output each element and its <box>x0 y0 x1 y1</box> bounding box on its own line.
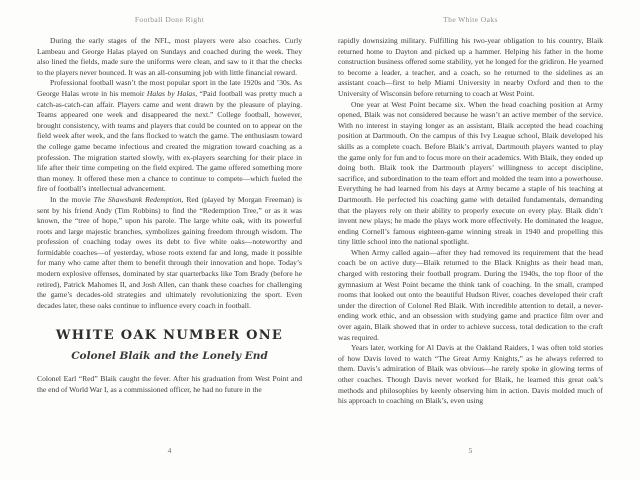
book-title-italic: Halas by Halas <box>146 88 196 98</box>
paragraph-text: Professional football wasn’t the most popular sport in the late 1920s and ’30s. As George Halas wrote in his memoir <box>37 78 302 98</box>
chapter-subtitle: Colonel Blaik and the Lonely End <box>71 350 268 363</box>
paragraph-text: , Red (played by Morgan Freeman) is sent by his friend Andy (Tim Robbins) to find the “Redemption Tree,” or as it was known, the “tree of hope,” upon his parole. The large white oak, with its powerful roots and large majestic branches, symbolizes gaining freedom through wisdom. The profession of coaching today owes its debt to five white oaks—noteworthy and formidable coaches—of yesterday, whose roots extend far and long, made it possible for many who came after them to benefit through their innovation and hope. Today’s modern explosive offenses, dominated by star quarterbacks like Tom Brady (before he retired), Patrick Mahomes II, and Josh Allen, can thank these coaches for challenging the game’s decades-old strategies and ultimately revolutionizing the sport. Even decades later, these oaks continue to influence every coach in football. <box>37 194 303 310</box>
running-header-right: The White Oaks <box>443 15 498 24</box>
movie-title-italic: The Shawshank Redemption <box>93 194 182 204</box>
paragraph-text: In the movie <box>50 194 94 204</box>
right-page <box>320 0 640 480</box>
paragraph <box>37 78 302 195</box>
running-header-left: Football Done Right <box>134 15 205 24</box>
paragraph: Colonel Earl “Red” Blaik caught the fever. After his graduation from West Point and the end of World War I, as a commissioned officer, he had no future in the <box>37 374 302 395</box>
paragraph <box>37 195 302 312</box>
paragraph: When Army called again—after they had removed its requirement that the head coach be on active duty—Blaik returned to the Black Knights as their head man, charged with restoring their football program. During the 1940s, the top floor of the gymnasium at West Point became the think tank of coaching. In the small, cramped rooms that looked out onto the beautiful Hudson River, coaches developed their craft under the direction of Colonel Red Blaik. With incredible attention to detail, a never-ending work ethic, and an obsession with studying game and practice film over and over again, Blaik showed that in order to achieve success, total dedication to the craft was required. <box>338 247 603 342</box>
right-page-body <box>338 36 603 407</box>
paragraph: rapidly downsizing military. Fulfilling his two-year obligation to his country, Blaik returned home to Dayton and picked up a hammer. Helping his father in the home construction business offered some stability, yet he longed for the gridiron. He yearned to become a leader, a teacher, and a coach, so he returned to the sidelines as an assistant coach—first to help Miami University in nearby Oxford and then to the University of Wisconsin before returning to coach at West Point. <box>338 36 603 98</box>
paragraph: Years later, working for Al Davis at the Oakland Raiders, I was often told stories of how Davis loved to watch “The Great Army Knights,” as he always referred to them. Davis’s admiration of Blaik was obvious—he rarely spoke in glowing terms of other coaches. Though Davis never worked for Blaik, he learned this great oak’s methods and philosophies by keenly observing him in action. Davis molded much of his approach to coaching on Blaik’s, even using <box>338 343 603 406</box>
paragraph-text: , “Paid football was pretty much a catch-as-catch-can affair. Players came and went drawn by the pleasure of playing. Teams appeared one week and disappeared the next.” College football, however, brought consistency, with teams and players that could be counted on to appear on the field week after week, and the fans flocked to watch the game. The enthusiasm toward the college game became infectious and created the migration toward coaching as a profession. The migration started slowly, with ex-players searching for their place in life after their time competing on the field expired. The game offered something more than money. It offered these men a chance to continue to compete—which fueled the fire of football’s intellectual advancement. <box>37 88 302 194</box>
paragraph: One year at West Point became six. When the head coaching position at Army opened, Blaik was not considered because he wasn’t an active member of the service. With no interest in staying longer as an assistant, Blaik accepted the head coaching position at Dartmouth. On the campus of this Ivy League school, Blaik developed his skills as a complete coach. Before Blaik’s arrival, Dartmouth players wanted to play the game only for fun and to focus more on their academics. With Blaik, they ended up doing both. Blaik took the Dartmouth players’ willingness to accept discipline, sacrifice, and subordination to the team effort and molded the team into a powerhouse. Everything he had learned from his days at Army became a staple of his teaching at Dartmouth. He perfected his coaching game with detailed fundamentals, demanding that the players rely on their ability to properly execute on every play. Blaik didn’t invent new plays; he made the plays work more effectively. He dominated the league, ending Cornell’s famous eighteen-game winning streak in 1940 and propelling this tiny little school into the national spotlight. <box>338 99 603 247</box>
paragraph: During the early stages of the NFL, most players were also coaches. Curly Lambeau and George Halas played on Sundays and coached during the week. They also lined the fields, made sure the uniforms were clean, and saw to it that the checks to the players never bounced. It was an all-consuming job with little financial reward. <box>37 36 302 77</box>
chapter-title: WHITE OAK NUMBER ONE <box>55 328 284 344</box>
page-number-right: 5 <box>468 446 473 455</box>
page-number-left: 4 <box>167 446 172 455</box>
left-page-body <box>37 36 302 396</box>
